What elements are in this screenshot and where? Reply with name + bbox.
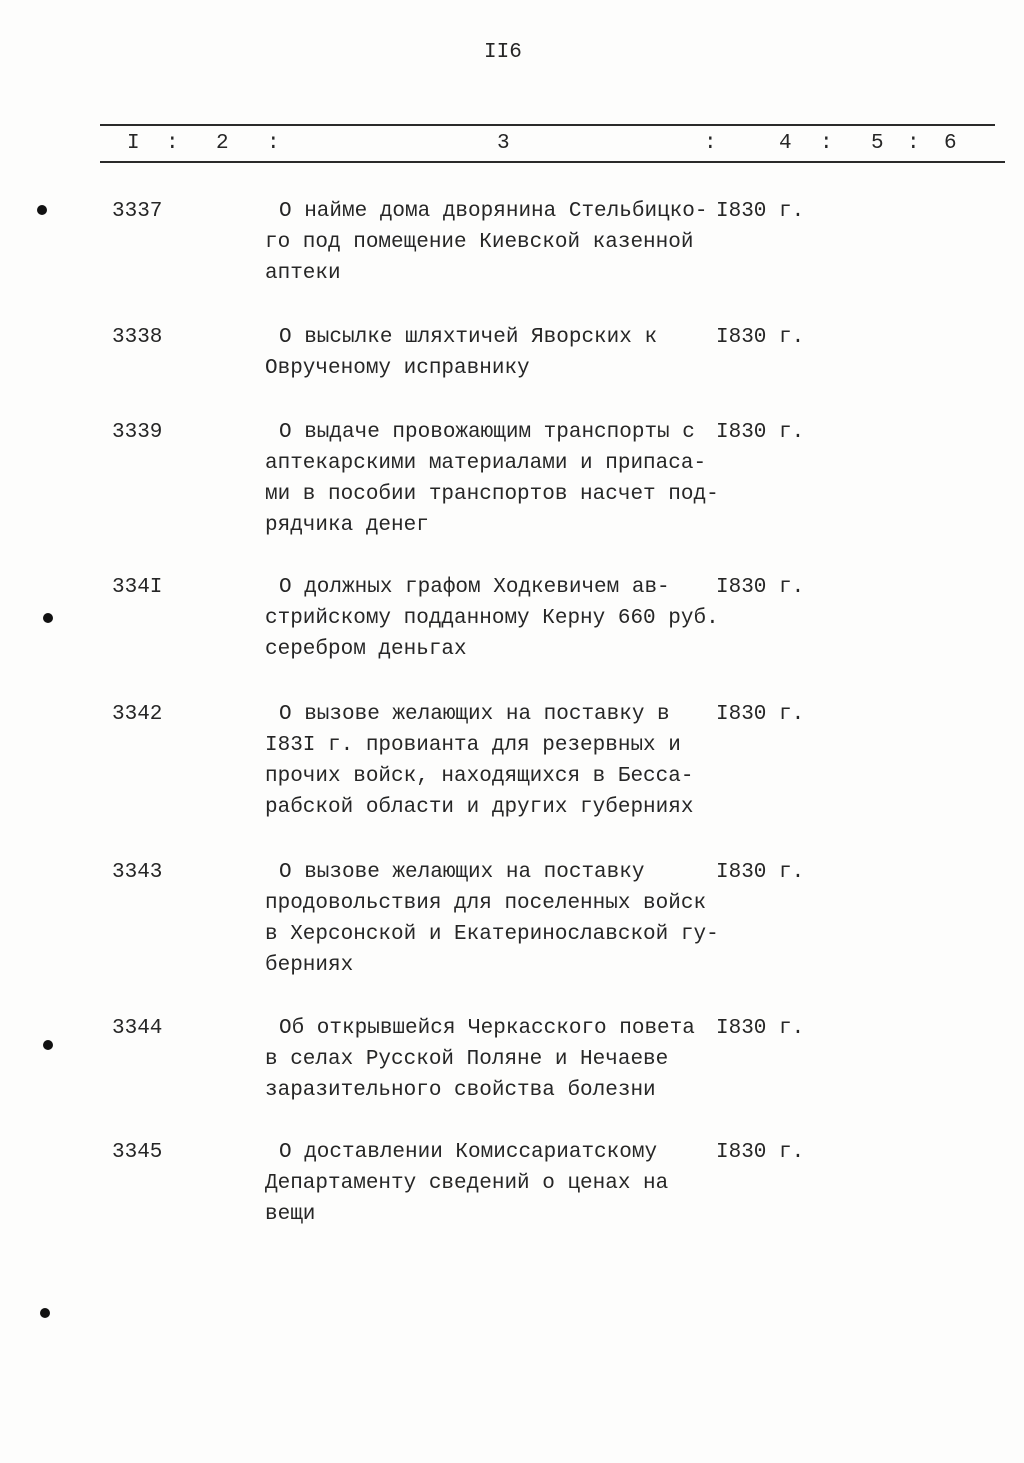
entry-number: 3339 <box>112 421 163 444</box>
punch-mark <box>43 613 53 623</box>
header-col-2: 2 <box>216 132 229 155</box>
entry-number: 3344 <box>112 1017 163 1040</box>
table-row <box>0 196 1024 336</box>
entry-number: 3338 <box>112 326 163 349</box>
header-top-rule <box>100 124 995 126</box>
header-separator: : <box>704 132 717 155</box>
punch-mark <box>43 1040 53 1050</box>
entry-title-line: I83I г. провианта для резервных и <box>265 734 681 757</box>
entry-title-line: аптеки <box>265 262 341 285</box>
entry-year: I830 г. <box>716 703 805 726</box>
table-row <box>0 699 1024 839</box>
entry-number: 3337 <box>112 200 163 223</box>
entry-title-line: вещи <box>265 1203 316 1226</box>
entry-title-line: Оврученому исправнику <box>265 357 530 380</box>
entry-year: I830 г. <box>716 576 805 599</box>
entry-number: 3342 <box>112 703 163 726</box>
entry-title-line: Департаменту сведений о ценах на <box>265 1172 669 1195</box>
entry-title-line: Об открывшейся Черкасского повета <box>279 1017 695 1040</box>
entry-year: I830 г. <box>716 421 805 444</box>
entry-title-line: О высылке шляхтичей Яворских к <box>279 326 658 349</box>
entry-title-line: аптекарскими материалами и припаса- <box>265 452 707 475</box>
entry-year: I830 г. <box>716 1017 805 1040</box>
table-row <box>0 857 1024 997</box>
entry-title-line: О должных графом Ходкевичем ав- <box>279 576 670 599</box>
table-row <box>0 1137 1024 1277</box>
entry-title <box>265 699 693 823</box>
entry-year: I830 г. <box>716 1141 805 1164</box>
entry-title-line: продовольствия для поселенных войск <box>265 892 707 915</box>
entry-title-line: берниях <box>265 954 354 977</box>
header-col-4: 4 <box>779 132 792 155</box>
entry-title-line: заразительного свойства болезни <box>265 1079 656 1102</box>
entry-title-line: О найме дома дворянина Стельбицко- <box>279 200 708 223</box>
entry-number: 3345 <box>112 1141 163 1164</box>
header-separator: : <box>166 132 179 155</box>
entry-year: I830 г. <box>716 861 805 884</box>
entry-number: 334I <box>112 576 163 599</box>
entry-title <box>265 417 719 541</box>
entry-year: I830 г. <box>716 326 805 349</box>
entry-title-line: серебром деньгах <box>265 638 467 661</box>
entry-year: I830 г. <box>716 200 805 223</box>
entry-title-line: О доставлении Комиссариатскому <box>279 1141 658 1164</box>
entry-title-line: в селах Русской Поляне и Нечаеве <box>265 1048 669 1071</box>
entry-title-line: О вызове желающих на поставку в <box>279 703 670 726</box>
entry-title-line: го под помещение Киевской казенной <box>265 231 694 254</box>
entry-title <box>265 322 657 384</box>
entry-title <box>265 572 719 665</box>
header-col-1: I <box>127 132 140 155</box>
entry-title <box>265 857 719 981</box>
entry-title-line: рабской области и других губерниях <box>265 796 694 819</box>
header-col-5: 5 <box>871 132 884 155</box>
table-row <box>0 417 1024 557</box>
punch-mark <box>40 1308 50 1318</box>
header-separator: : <box>820 132 833 155</box>
entry-title-line: ми в пособии транспортов насчет под- <box>265 483 719 506</box>
punch-mark <box>37 205 47 215</box>
header-col-3: 3 <box>497 132 510 155</box>
page-number: II6 <box>484 41 522 64</box>
entry-title-line: О выдаче провожающим транспорты с <box>279 421 695 444</box>
table-row <box>0 1013 1024 1153</box>
entry-title-line: рядчика денег <box>265 514 429 537</box>
table-row <box>0 572 1024 712</box>
entry-title-line: О вызове желающих на поставку <box>279 861 645 884</box>
entry-title-line: прочих войск, находящихся в Бесса- <box>265 765 694 788</box>
header-separator: : <box>907 132 920 155</box>
entry-title-line: стрийскому подданному Керну 660 руб. <box>265 607 719 630</box>
entry-title <box>265 1137 668 1230</box>
entry-title-line: в Херсонской и Екатеринославской гу- <box>265 923 719 946</box>
entry-number: 3343 <box>112 861 163 884</box>
header-bottom-rule <box>100 161 1005 163</box>
entry-title <box>265 1013 695 1106</box>
entry-title <box>265 196 707 289</box>
header-col-6: 6 <box>944 132 957 155</box>
header-separator: : <box>267 132 280 155</box>
